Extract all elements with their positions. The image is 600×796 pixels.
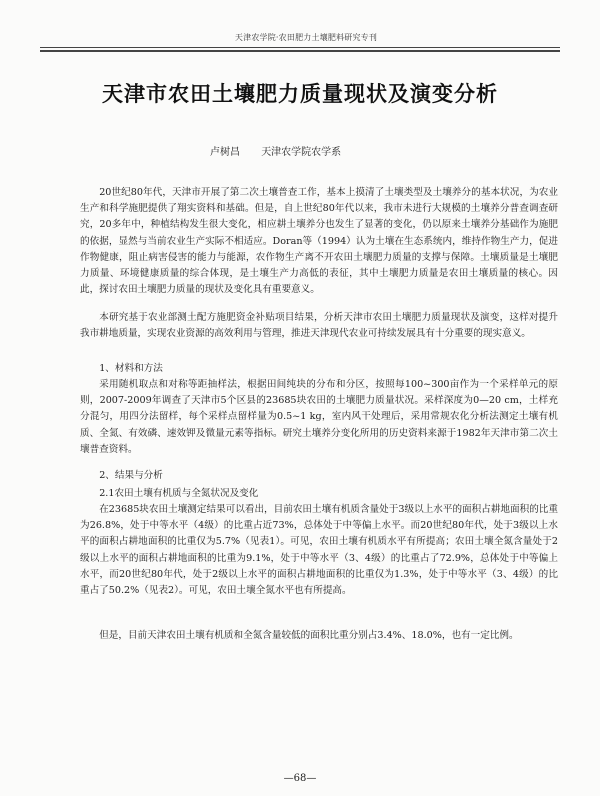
results-paragraph-2: 但是，目前天津农田土壤有机质和全氮含量较低的面积比重分别占3.4%、18.0%，也有一定比例。 xyxy=(99,630,519,641)
subsection-heading-organic-matter: 2.1农田土壤有机质与全氮状况及变化 xyxy=(99,488,259,499)
author-affiliation: 天津农学院农学系 xyxy=(261,147,342,158)
header-rule-thick xyxy=(40,50,560,52)
running-header: 天津农学院·农田肥力土壤肥料研究专刊 xyxy=(234,33,378,42)
section-heading-results: 2、结果与分析 xyxy=(99,470,163,481)
author-name: 卢树昌 xyxy=(210,147,240,158)
page-number: —68— xyxy=(283,773,317,784)
byline xyxy=(210,143,341,158)
section-heading-materials-methods: 1、材料和方法 xyxy=(99,363,163,374)
results-paragraph-1: 在23685块农田土壤测定结果可以看出，目前农田土壤有机质含量处于3级以上水平的面积占耕地面积的比重为26.8%，处于中等水平（4级）的比重占近73%，总体处于中等偏上水平。而20世纪80年代，处于3级以上水平的面积占耕地面积的比重仅为5.7%（见表1）。可见，农田土壤有机质水平有所提高；农田土壤全氮含量处于2级以上水平的面积占耕地面积的比重为9.1%，处于中等水平（3、4级）的比重占了72.9%，总体处于中等偏上水平，而20世纪80年代，处于2级以上水平的面积占耕地面积的比重仅为1.3%，处于中等水平（3、4级）的比重占了50.2%（见表2）。可见，农田土壤全氮水平也有所提高。 xyxy=(80,504,558,597)
intro-paragraph-1: 20世纪80年代，天津市开展了第二次土壤普查工作，基本上摸清了土壤类型及土壤养分的基本状况，为农业生产和科学施肥提供了翔实资料和基础。但是，自上世纪80年代以来，我市未进行大规模的土壤养分普查调查研究，20多年中，种植结构发生很大变化，相应耕土壤养分也发生了显著的变化，仍以原来土壤养分基础作为施肥的依据，显然与当前农业生产实际不相适应。Doran等（1994）认为土壤在生态系统内，维持作物生产力，促进作物健康，阻止病害侵害的能力与能源，农作物生产离不开农田土壤肥力质量的支撑与保障。土壤质量是土壤肥力质量、环境健康质量的综合体现，是土壤生产力高低的表征，其中土壤肥力质量是农田土壤质量的核心。因此，探讨农田土壤肥力质量的现状及变化具有重要意义。 xyxy=(80,187,558,296)
methods-paragraph: 采用随机取点和对称等距抽样法，根据田间纯块的分布和分区，按照每100~300亩作为一个采样单元的原则，2007-2009年调查了天津市5个区县的23685块农田的土壤肥力质量状况。采样深度为0—20 cm，土样充分混匀，用四分法留样，每个采样点留样量为0.5~1 kg，室内风干处理后，采用常规农化分析法测定土壤有机质、全氮、有效磷、速效钾及微量元素等指标。研究土壤养分变化所用的历史资料来源于1982年天津市第二次土壤普查资料。 xyxy=(80,379,558,455)
intro-paragraph-2: 本研究基于农业部测土配方施肥资金补贴项目结果，分析天津市农田土壤肥力质量现状及演变，这样对提升我市耕地质量，实现农业资源的高效利用与管理，推进天津现代农业可持续发展具有十分重要的现实意义。 xyxy=(80,312,558,340)
header-rule-thin xyxy=(40,47,560,48)
article-title: 天津市农田土壤肥力质量现状及演变分析 xyxy=(102,82,498,106)
